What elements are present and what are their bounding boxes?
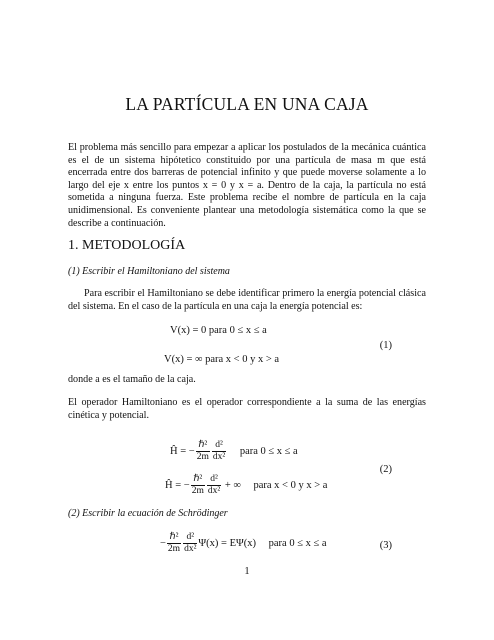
eq2-lhs-1: Ĥ = − bbox=[170, 445, 195, 457]
step1-title: (1) Escribir el Hamiltoniano del sistema bbox=[68, 266, 230, 277]
eq2-hbar-fraction-2: $\frac{\text{ℏ²}}{2m}$ bbox=[191, 474, 204, 496]
eq2-derivative-1: $\frac{\text{d²}}{\text{dx²}}$ bbox=[212, 440, 226, 462]
eq3-lhs: − bbox=[160, 537, 166, 549]
hamiltonian-paragraph: El operador Hamiltoniano es el operador correspondiente a la suma de las energías cinética y potencial. bbox=[68, 397, 426, 421]
intro-paragraph: El problema más sencillo para empezar a aplicar los postulados de la mecánica cuántica es el de un sistema hipótetico constituido por una partícula de masa m que está encerrada entre dos barreras de potencial infinito y que puede moverse solamente a lo largo del eje x entre los puntos x = 0 y x = a. Dentro de la caja, la partícula no está sometida a ninguna fuerza. Este problema recibe el nombre de partícula en la caja unidimensional. Es conveniente plantear una metodología sistemática como la que se describe a continuación. bbox=[68, 142, 426, 229]
equation-1-line-2: V(x) = ∞ para x < 0 y x > a bbox=[164, 354, 280, 365]
page-title: LA PARTÍCULA EN UNA CAJA bbox=[125, 94, 369, 114]
equation-3 bbox=[160, 532, 327, 555]
equation-1-number: (1) bbox=[379, 340, 392, 351]
eq3-derivative: $\frac{\text{d²}}{\text{dx²}}$ bbox=[184, 532, 197, 554]
eq3-rest: Ψ(x) = EΨ(x) bbox=[198, 537, 256, 549]
equation-2-line-2 bbox=[165, 474, 327, 497]
equation-2-line-1 bbox=[170, 440, 298, 463]
eq3-condition: para 0 ≤ x ≤ a bbox=[268, 537, 327, 549]
after-equation-1: donde a es el tamaño de la caja. bbox=[68, 374, 196, 385]
eq2-lhs-2: Ĥ = − bbox=[165, 479, 190, 491]
eq2-condition-2: para x < 0 y x > a bbox=[253, 479, 328, 491]
step1-paragraph: Para escribir el Hamiltoniano se debe identificar primero la energía potencial clásica del sistema. En el caso de la partícula en una caja la energía potencial es: bbox=[68, 288, 426, 312]
eq2-tail: + ∞ bbox=[224, 479, 241, 491]
equation-3-number: (3) bbox=[379, 540, 392, 551]
eq2-condition-1: para 0 ≤ x ≤ a bbox=[239, 445, 298, 457]
eq3-hbar-fraction: $\frac{\text{ℏ²}}{2m}$ bbox=[167, 532, 181, 554]
eq2-hbar-fraction-1: $\frac{\text{ℏ²}}{2m}$ bbox=[196, 440, 209, 462]
section-heading: 1. METODOLOGÍA bbox=[68, 238, 186, 253]
page-number: 1 bbox=[244, 566, 250, 577]
equation-2-number: (2) bbox=[379, 464, 392, 475]
step2-title: (2) Escribir la ecuación de Schrödinger bbox=[68, 508, 228, 519]
equation-1-line-1: V(x) = 0 para 0 ≤ x ≤ a bbox=[170, 325, 267, 336]
eq2-derivative-2: $\frac{\text{d²}}{\text{dx²}}$ bbox=[207, 474, 221, 496]
